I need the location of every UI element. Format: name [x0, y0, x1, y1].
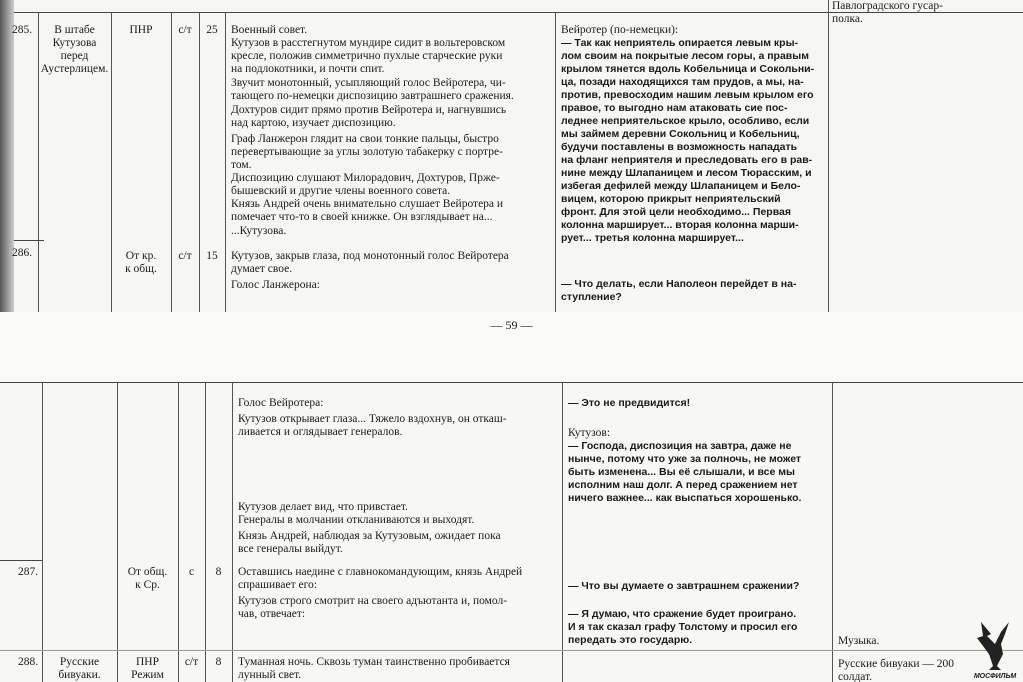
action-paragraph: Кутузов делает вид, что привстает. Генералы в молчании откланиваются и выходят. — [238, 501, 475, 526]
action-paragraph: Военный совет. Кутузов в расстегнутом мундире сидит в вольтеровском кресле, положив симметрично пухлые старческие руки на подлокотники, и почти спит. — [231, 24, 506, 75]
dialogue-text: — Господа, диспозиция на завтра, даже не нынче, потому что уже за полночь, не может быть изменена... Вы её слышали, и все мы исполним наш долг. А перед сражением нет ничего важнее... как выспаться хорошенько. — [568, 440, 802, 504]
sound-type: с — [188, 566, 195, 578]
sound-type: с/т — [178, 24, 192, 36]
speaker-label: Кутузов: — [568, 427, 611, 439]
scene-number: 285. — [12, 24, 33, 36]
scene-place: В штабе Кутузова перед Аустерлицем. — [40, 24, 109, 75]
shot-size: ПНР Режим — [131, 656, 164, 681]
sound-type: с/т — [178, 250, 192, 262]
column-divider — [832, 382, 833, 682]
action-paragraph: Кутузов, закрыв глаза, под монотонный голос Вейротера думает свое. — [231, 250, 509, 275]
action-paragraph: Кутузов открывает глаза... Тяжело вздохнув, он откаш- ливается и оглядывает генералов. — [238, 413, 507, 438]
sound-note: Русские бивуаки — 200 солдат. — [838, 658, 955, 682]
action-paragraph: Звучит монотонный, усыпляющий голос Вейротера, чи- тающего по-немецки диспозицию завтрашнего сражения. — [231, 77, 514, 102]
action-paragraph: Оставшись наедине с главнокомандующим, князь Андрей спрашивает его: — [238, 566, 523, 591]
action-paragraph: Голос Ланжерона: — [231, 279, 320, 291]
column-divider — [199, 12, 200, 312]
row-divider — [14, 240, 44, 241]
column-divider — [828, 0, 829, 312]
column-divider — [42, 382, 43, 682]
dialogue-text: — Что вы думаете о завтрашнем сражении? — [568, 580, 800, 592]
column-divider — [205, 382, 206, 682]
top-page — [0, 0, 1023, 312]
column-divider — [555, 12, 556, 312]
action-paragraph: Голос Вейротера: — [238, 397, 324, 409]
action-paragraph: Туманная ночь. Сквозь туман таинственно пробивается лунный свет. — [238, 656, 510, 681]
action-paragraph: Князь Андрей очень внимательно слушает Вейротера и помечает что-то в своей книжке. Он взглядывает на... — [231, 198, 504, 223]
table-top-rule — [0, 382, 1023, 383]
book-spine-shadow — [0, 0, 14, 312]
logo-wordmark: МОСФИЛЬМ — [973, 673, 1017, 680]
shot-size: ПНР — [129, 24, 153, 36]
footage-meters: 15 — [206, 250, 218, 262]
sound-type: с/т — [184, 656, 199, 668]
sound-note: Музыка. — [838, 635, 880, 647]
shot-size: От общ. к Ср. — [127, 566, 168, 591]
action-paragraph: Князь Андрей, наблюдая за Кутузовым, ожидает пока все генералы выйдут. — [238, 530, 501, 555]
column-divider — [562, 382, 563, 682]
action-paragraph: Диспозицию слушают Милорадович, Дохтуров, Прже- бышевский и другие члены военного совета. — [231, 172, 500, 197]
row-divider — [0, 560, 42, 561]
scene-number: 286. — [12, 247, 33, 259]
dialogue-text: — Это не предвидится! — [568, 397, 691, 409]
footage-meters: 8 — [215, 656, 222, 668]
action-paragraph: Кутузов строго смотрит на своего адъютанта и, помол- чав, отвечает: — [238, 595, 508, 620]
bottom-page — [0, 382, 1023, 682]
speaker-label: Вейротер (по-немецки): — [561, 24, 679, 36]
column-divider — [117, 382, 118, 682]
mosfilm-logo — [971, 620, 1019, 680]
scene-place: Русские бивуаки. — [58, 656, 101, 681]
action-paragraph: ...Кутузова. — [231, 225, 287, 237]
corner-note: Павлоградского гусар- полка. — [832, 0, 943, 25]
action-paragraph: Граф Ланжерон глядит на свои тонкие пальцы, быстро перевертывающие за углы золотую табакерку с портре- том. — [231, 133, 503, 171]
action-paragraph: Дохтуров сидит прямо против Вейротера и, нагнувшись над картою, изучает диспозицию. — [231, 104, 507, 129]
scene-number: 288. — [18, 656, 39, 668]
worker-and-kolkhoz-woman-icon — [971, 620, 1019, 672]
dialogue-text: — Я думаю, что сражение будет проиграно. И я так сказал графу Толстому и просил его передать это государю. — [568, 608, 798, 646]
dialogue-text: — Что делать, если Наполеон перейдет в на- ступление? — [561, 278, 797, 303]
dialogue-text: — Так как неприятель опирается левым кры- лом своим на покрытые лесом горы, а правым крылом тянется вдоль Кобельница и Сокольни- ца, позади находящихся там прудов, а мы, на- против, превосходим нашим левым крылом его правое, то выгодно нам атаковать сие пос- леднее неприятельское крыло, особливо, если мы займем деревни Сокольниц и Кобельниц, будучи поставлены в возможность нападать на фланг неприятеля и преследовать его в рав- нине между Шлапаницем и лесом Тюрасским, и избегая дефилей между Шлапаницем и Бело- вицем, которою прикрыт неприятельский фронт. Для этой цели необходимо... Первая колонна марширует... вторая колонна марши- рует... третья колонна марширует... — [561, 37, 815, 244]
scene-number: 287. — [18, 566, 39, 578]
footage-meters: 8 — [215, 566, 222, 578]
column-divider — [225, 12, 226, 312]
shot-size: От кр. к общ. — [125, 250, 157, 275]
column-divider — [232, 382, 233, 682]
column-divider — [171, 12, 172, 312]
footage-meters: 25 — [206, 24, 218, 36]
page-number: — 59 — — [490, 318, 533, 332]
column-divider — [178, 382, 179, 682]
row-divider — [0, 650, 1023, 651]
